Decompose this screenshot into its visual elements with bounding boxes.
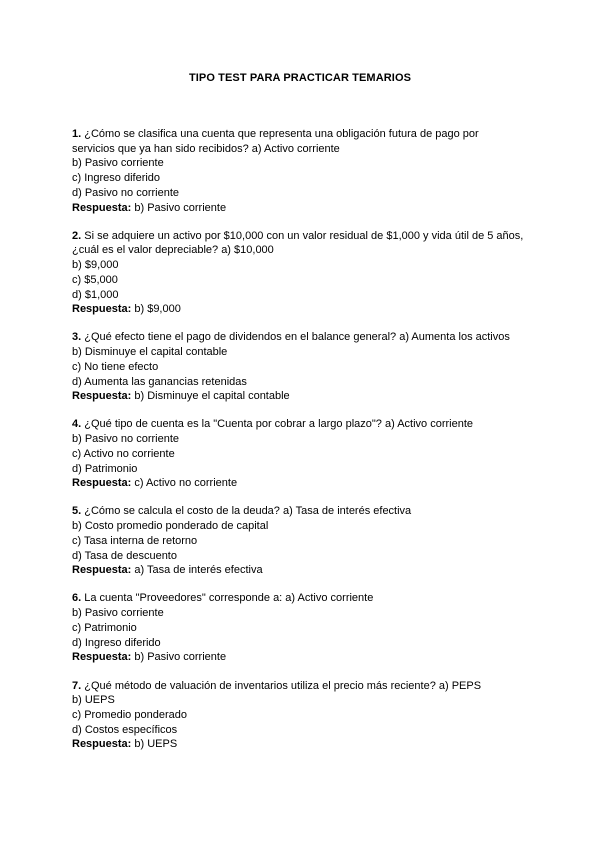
- question-stem: [72, 417, 532, 432]
- question-7: [72, 679, 532, 753]
- question-stem-line: Si se adquiere un activo por $10,000 con un valor residual de $1,000 y vida útil de 5 años,: [84, 229, 524, 242]
- option-b: b) $9,000: [72, 259, 119, 272]
- question-stem: [72, 127, 532, 142]
- answer-value: c) Activo no corriente: [134, 477, 238, 490]
- answer-line: [72, 563, 532, 578]
- option-c: c) Patrimonio: [72, 621, 137, 634]
- answer-label: Respuesta:: [72, 303, 132, 316]
- question-stem-line: ¿Qué tipo de cuenta es la "Cuenta por cobrar a largo plazo"? a) Activo corriente: [84, 418, 473, 431]
- answer-value: b) $9,000: [134, 303, 181, 316]
- answer-value: b) UEPS: [134, 738, 178, 751]
- question-number: 5.: [72, 505, 82, 518]
- option-c: c) No tiene efecto: [72, 360, 159, 373]
- answer-line: [72, 302, 532, 317]
- question-stem-line: ¿Qué método de valuación de inventarios utiliza el precio más reciente? a) PEPS: [84, 679, 482, 692]
- answer-label: Respuesta:: [72, 651, 132, 664]
- answer-value: b) Pasivo corriente: [134, 651, 227, 664]
- option-d: d) Tasa de descuento: [72, 549, 177, 562]
- option-d: d) $1,000: [72, 288, 119, 301]
- answer-line: [72, 737, 532, 752]
- answer-label: Respuesta:: [72, 390, 132, 403]
- answer-label: Respuesta:: [72, 477, 132, 490]
- answer-line: [72, 476, 532, 491]
- question-stem-line: servicios que ya han sido recibidos? a) Activo corriente: [72, 142, 340, 155]
- option-b: b) Pasivo no corriente: [72, 433, 179, 446]
- option-b: b) UEPS: [72, 694, 115, 707]
- option-d: d) Aumenta las ganancias retenidas: [72, 375, 247, 388]
- question-4: [72, 417, 532, 491]
- question-stem-line: ¿Qué efecto tiene el pago de dividendos en el balance general? a) Aumenta los activos: [84, 331, 510, 344]
- option-c: c) Ingreso diferido: [72, 172, 161, 185]
- answer-label: Respuesta:: [72, 201, 132, 214]
- question-stem: [72, 504, 532, 519]
- question-6: [72, 591, 532, 665]
- option-c: c) $5,000: [72, 273, 118, 286]
- answer-label: Respuesta:: [72, 738, 132, 751]
- question-1: [72, 127, 532, 215]
- answer-value: b) Disminuye el capital contable: [134, 390, 290, 403]
- answer-line: [72, 201, 532, 216]
- question-number: 1.: [72, 128, 82, 140]
- option-c: c) Tasa interna de retorno: [72, 534, 198, 547]
- question-stem: [72, 591, 532, 606]
- question-stem-line: ¿cuál es el valor depreciable? a) $10,000: [72, 244, 274, 257]
- option-c: c) Promedio ponderado: [72, 708, 187, 721]
- question-stem: [72, 330, 532, 345]
- question-list: [72, 127, 532, 766]
- option-d: d) Costos específicos: [72, 723, 178, 736]
- answer-line: [72, 389, 532, 404]
- question-number: 3.: [72, 331, 82, 344]
- option-d: d) Pasivo no corriente: [72, 186, 179, 199]
- question-2: [72, 229, 532, 317]
- option-d: d) Ingreso diferido: [72, 636, 161, 649]
- answer-label: Respuesta:: [72, 564, 132, 577]
- question-number: 7.: [72, 679, 82, 692]
- question-number: 4.: [72, 418, 82, 431]
- answer-value: a) Tasa de interés efectiva: [134, 564, 263, 577]
- question-stem: [72, 229, 532, 244]
- question-stem-line: La cuenta "Proveedores" corresponde a: a) Activo corriente: [84, 592, 374, 605]
- answer-line: [72, 650, 532, 665]
- option-b: b) Pasivo corriente: [72, 157, 164, 170]
- document-title: TIPO TEST PARA PRACTICAR TEMARIOS: [188, 72, 412, 84]
- question-3: [72, 330, 532, 404]
- question-stem-line: ¿Cómo se clasifica una cuenta que representa una obligación futura de pago por: [84, 128, 479, 140]
- option-c: c) Activo no corriente: [72, 447, 175, 460]
- option-b: b) Pasivo corriente: [72, 607, 164, 620]
- question-stem-line: ¿Cómo se calcula el costo de la deuda? a) Tasa de interés efectiva: [84, 505, 412, 518]
- question-number: 6.: [72, 592, 82, 605]
- option-b: b) Disminuye el capital contable: [72, 346, 228, 359]
- answer-value: b) Pasivo corriente: [134, 201, 227, 214]
- question-5: [72, 504, 532, 578]
- option-b: b) Costo promedio ponderado de capital: [72, 520, 269, 533]
- question-stem: [72, 679, 532, 694]
- question-number: 2.: [72, 229, 82, 242]
- option-d: d) Patrimonio: [72, 462, 138, 475]
